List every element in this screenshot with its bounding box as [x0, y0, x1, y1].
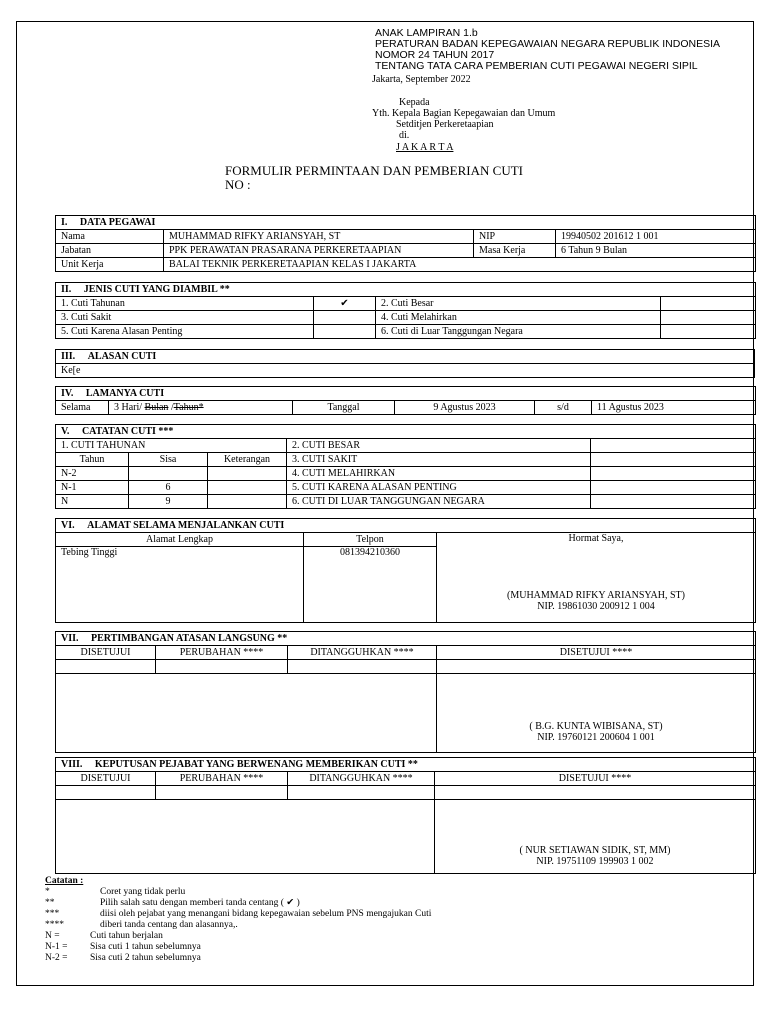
section-heading [56, 387, 756, 401]
section-number: I. [61, 217, 68, 228]
note-value: Cuti tahun berjalan [90, 931, 163, 941]
section-catatan-cuti [55, 424, 756, 509]
note-value: Sisa cuti 2 tahun sebelumnya [90, 953, 201, 963]
form-title [225, 164, 523, 192]
perubahan-field[interactable] [156, 660, 288, 674]
kepada-kota: J A K A R T A [396, 142, 454, 153]
durasi-tahun: Tahun* [173, 402, 204, 413]
form-number: NO : [225, 177, 251, 192]
signature-atasan [437, 674, 756, 753]
section-lamanya-cuti [55, 386, 756, 415]
checkbox-cuti-tahunan[interactable] [314, 297, 376, 311]
signer-name: ( B.G. KUNTA WIBISANA, ST) [529, 721, 663, 732]
nama-field[interactable]: MUHAMMAD RIFKY ARIANSYAH, ST [164, 230, 474, 244]
kepada-yth: Yth. Kepala Bagian Kepegawaian dan Umum [372, 108, 556, 119]
section-number: IV. [61, 388, 74, 399]
masa-kerja-field[interactable]: 6 Tahun 9 Bulan [556, 244, 756, 258]
section-title: PERTIMBANGAN ATASAN LANGSUNG ** [91, 633, 288, 644]
section-number: VII. [61, 633, 79, 644]
sd-label: s/d [535, 401, 592, 415]
checkbox-cuti-luar-tanggungan[interactable] [661, 325, 756, 339]
col-perubahan: PERUBAHAN **** [156, 772, 288, 786]
note-item [45, 942, 431, 953]
section-number: VI. [61, 520, 75, 531]
lampiran-line: ANAK LAMPIRAN 1.b [375, 27, 478, 39]
lampiran-line: PERATURAN BADAN KEPEGAWAIAN NEGARA REPUBLIK INDONESIA [375, 38, 721, 50]
table-row [56, 467, 756, 481]
place-date: Jakarta, September 2022 [372, 74, 471, 85]
section-heading [56, 350, 755, 364]
table-row [56, 481, 756, 495]
alasan-field[interactable]: Ke[e [56, 364, 755, 378]
ditangguhkan-field[interactable] [288, 786, 435, 800]
ditangguhkan-field[interactable] [288, 660, 437, 674]
hormat-saya: Hormat Saya, [568, 533, 624, 544]
section-number: VIII. [61, 759, 83, 770]
section-title: DATA PEGAWAI [79, 217, 156, 228]
section-number: III. [61, 351, 76, 362]
perubahan-field[interactable] [156, 786, 288, 800]
signer-name: (MUHAMMAD RIFKY ARIANSYAH, ST) [507, 590, 685, 601]
note-item [45, 920, 431, 931]
checkbox-cuti-besar[interactable] [661, 297, 756, 311]
note-key: **** [45, 920, 64, 930]
selama-label: Selama [56, 401, 109, 415]
unit-kerja-label: Unit Kerja [56, 258, 164, 272]
signature-pejabat [435, 800, 756, 874]
keterangan-cell[interactable] [208, 467, 287, 481]
section-jenis-cuti [55, 282, 756, 339]
lampiran-header [375, 28, 720, 72]
section-heading [56, 632, 756, 646]
form-title-text: FORMULIR PERMINTAAN DAN PEMBERIAN CUTI [225, 163, 523, 178]
section-heading [56, 758, 756, 772]
note-key: N-1 = [45, 942, 68, 952]
durasi-bulan: Bulan [144, 402, 169, 413]
section-pertimbangan-atasan [55, 631, 756, 753]
checkbox-cuti-sakit[interactable] [314, 311, 376, 325]
col-tahun: Tahun [56, 453, 129, 467]
catatan-cuti-alasan-penting-field[interactable] [591, 481, 756, 495]
section-alamat [55, 518, 756, 623]
kepada-di: di. [399, 130, 410, 141]
tahun-cell: N-2 [56, 467, 129, 481]
col-disetujui-ttd: DISETUJUI **** [437, 646, 756, 660]
section-data-pegawai [55, 215, 756, 272]
disetujui-ttd-field[interactable] [435, 786, 756, 800]
catatan-cuti-melahirkan: 4. CUTI MELAHIRKAN [287, 467, 591, 481]
sisa-cell[interactable]: 9 [129, 495, 208, 509]
option-cuti-luar-tanggungan: 6. Cuti di Luar Tanggungan Negara [376, 325, 661, 339]
note-key: * [45, 887, 50, 897]
col-disetujui-ttd: DISETUJUI **** [435, 772, 756, 786]
catatan-cuti-luar-tanggungan-field[interactable] [591, 495, 756, 509]
signature-pemohon [437, 533, 756, 623]
sisa-cell[interactable]: 6 [129, 481, 208, 495]
catatan-notes [45, 876, 431, 964]
section-title: JENIS CUTI YANG DIAMBIL ** [83, 284, 230, 295]
note-item [45, 953, 431, 964]
keterangan-cell[interactable] [208, 481, 287, 495]
signer-nip: NIP. 19861030 200912 1 004 [537, 601, 655, 612]
alamat-label: Alamat Lengkap [56, 533, 304, 547]
telpon-field[interactable]: 081394210360 [304, 547, 437, 623]
tanggal-label: Tanggal [293, 401, 395, 415]
signer-nip: NIP. 19751109 199903 1 002 [536, 856, 654, 867]
note-item [45, 887, 431, 898]
section-number: II. [61, 284, 72, 295]
alamat-field[interactable]: Tebing Tinggi [56, 547, 304, 623]
col-sisa: Sisa [129, 453, 208, 467]
catatan-cuti-sakit-field[interactable] [591, 453, 756, 467]
telpon-label: Telpon [304, 533, 437, 547]
note-key: *** [45, 909, 60, 919]
pertimbangan-notes[interactable] [56, 674, 437, 753]
masa-kerja-label: Masa Kerja [474, 244, 556, 258]
section-title: CATATAN CUTI *** [81, 426, 174, 437]
cuti-tahunan-header: 1. CUTI TAHUNAN [56, 439, 287, 453]
note-value: Coret yang tidak perlu [100, 887, 186, 897]
catatan-cuti-besar-field[interactable] [591, 439, 756, 453]
col-ditangguhkan: DITANGGUHKAN **** [288, 646, 437, 660]
signer-name: ( NUR SETIAWAN SIDIK, ST, MM) [519, 845, 671, 856]
section-heading [56, 425, 756, 439]
option-cuti-besar: 2. Cuti Besar [376, 297, 661, 311]
note-key: N-2 = [45, 953, 68, 963]
kepada-unit: Setditjen Perkeretaapian [396, 119, 494, 130]
disetujui-field[interactable] [56, 786, 156, 800]
unit-kerja-field[interactable]: BALAI TEKNIK PERKERETAAPIAN KELAS I JAKARTA [164, 258, 756, 272]
tahun-cell: N-1 [56, 481, 129, 495]
section-alasan-cuti [55, 349, 755, 378]
option-cuti-melahirkan: 4. Cuti Melahirkan [376, 311, 661, 325]
note-value: Pilih salah satu dengan memberi tanda centang ( ✔ ) [100, 898, 300, 908]
section-heading [56, 216, 756, 230]
table-row [56, 495, 756, 509]
section-number: V. [61, 426, 70, 437]
keterangan-cell[interactable] [208, 495, 287, 509]
disetujui-ttd-field[interactable] [437, 660, 756, 674]
notes-title: Catatan : [45, 876, 84, 886]
note-item [45, 909, 431, 920]
durasi-field[interactable] [109, 401, 293, 415]
note-key: ** [45, 898, 55, 908]
section-heading [56, 519, 756, 533]
catatan-cuti-alasan-penting: 5. CUTI KARENA ALASAN PENTING [287, 481, 591, 495]
tanggal-selesai-field[interactable]: 11 Agustus 2023 [592, 401, 756, 415]
note-key: N = [45, 931, 60, 941]
section-keputusan-pejabat [55, 757, 756, 874]
col-disetujui: DISETUJUI [56, 646, 156, 660]
note-item [45, 931, 431, 942]
tanggal-mulai-field[interactable]: 9 Agustus 2023 [395, 401, 535, 415]
lampiran-line: TENTANG TATA CARA PEMBERIAN CUTI PEGAWAI NEGERI SIPIL [375, 60, 698, 72]
catatan-cuti-melahirkan-field[interactable] [591, 467, 756, 481]
durasi-hari: 3 Hari/ [114, 402, 145, 413]
option-cuti-sakit: 3. Cuti Sakit [56, 311, 314, 325]
nip-label: NIP [474, 230, 556, 244]
option-cuti-alasan-penting: 5. Cuti Karena Alasan Penting [56, 325, 314, 339]
check-icon: ✔ [340, 298, 349, 309]
nama-label: Nama [56, 230, 164, 244]
section-title: LAMANYA CUTI [85, 388, 165, 399]
col-perubahan: PERUBAHAN **** [156, 646, 288, 660]
jabatan-label: Jabatan [56, 244, 164, 258]
section-title: ALASAN CUTI [87, 351, 157, 362]
col-keterangan: Keterangan [208, 453, 287, 467]
kepada-label: Kepada [399, 97, 430, 108]
sisa-cell[interactable] [129, 467, 208, 481]
nip-field[interactable]: 19940502 201612 1 001 [556, 230, 756, 244]
note-value: diberi tanda centang dan alasannya,. [100, 920, 238, 930]
tahun-cell: N [56, 495, 129, 509]
catatan-cuti-sakit: 3. CUTI SAKIT [287, 453, 591, 467]
option-cuti-tahunan: 1. Cuti Tahunan [56, 297, 314, 311]
checkbox-cuti-alasan-penting[interactable] [314, 325, 376, 339]
catatan-cuti-luar-tanggungan: 6. CUTI DI LUAR TANGGUNGAN NEGARA [287, 495, 591, 509]
jabatan-field[interactable]: PPK PERAWATAN PRASARANA PERKERETAAPIAN [164, 244, 474, 258]
checkbox-cuti-melahirkan[interactable] [661, 311, 756, 325]
col-disetujui: DISETUJUI [56, 772, 156, 786]
section-title: ALAMAT SELAMA MENJALANKAN CUTI [87, 520, 285, 531]
signer-nip: NIP. 19760121 200604 1 001 [537, 732, 655, 743]
catatan-cuti-besar: 2. CUTI BESAR [287, 439, 591, 453]
section-heading [56, 283, 756, 297]
section-title: KEPUTUSAN PEJABAT YANG BERWENANG MEMBERIKAN CUTI ** [94, 759, 418, 770]
note-value: Sisa cuti 1 tahun sebelumnya [90, 942, 201, 952]
note-value: diisi oleh pejabat yang menangani bidang kepegawaian sebelum PNS mengajukan Cuti [100, 909, 432, 919]
col-ditangguhkan: DITANGGUHKAN **** [288, 772, 435, 786]
durasi-separator: / [168, 402, 174, 413]
keputusan-notes[interactable] [56, 800, 435, 874]
disetujui-field[interactable] [56, 660, 156, 674]
lampiran-line: NOMOR 24 TAHUN 2017 [375, 49, 495, 61]
note-item [45, 898, 431, 909]
